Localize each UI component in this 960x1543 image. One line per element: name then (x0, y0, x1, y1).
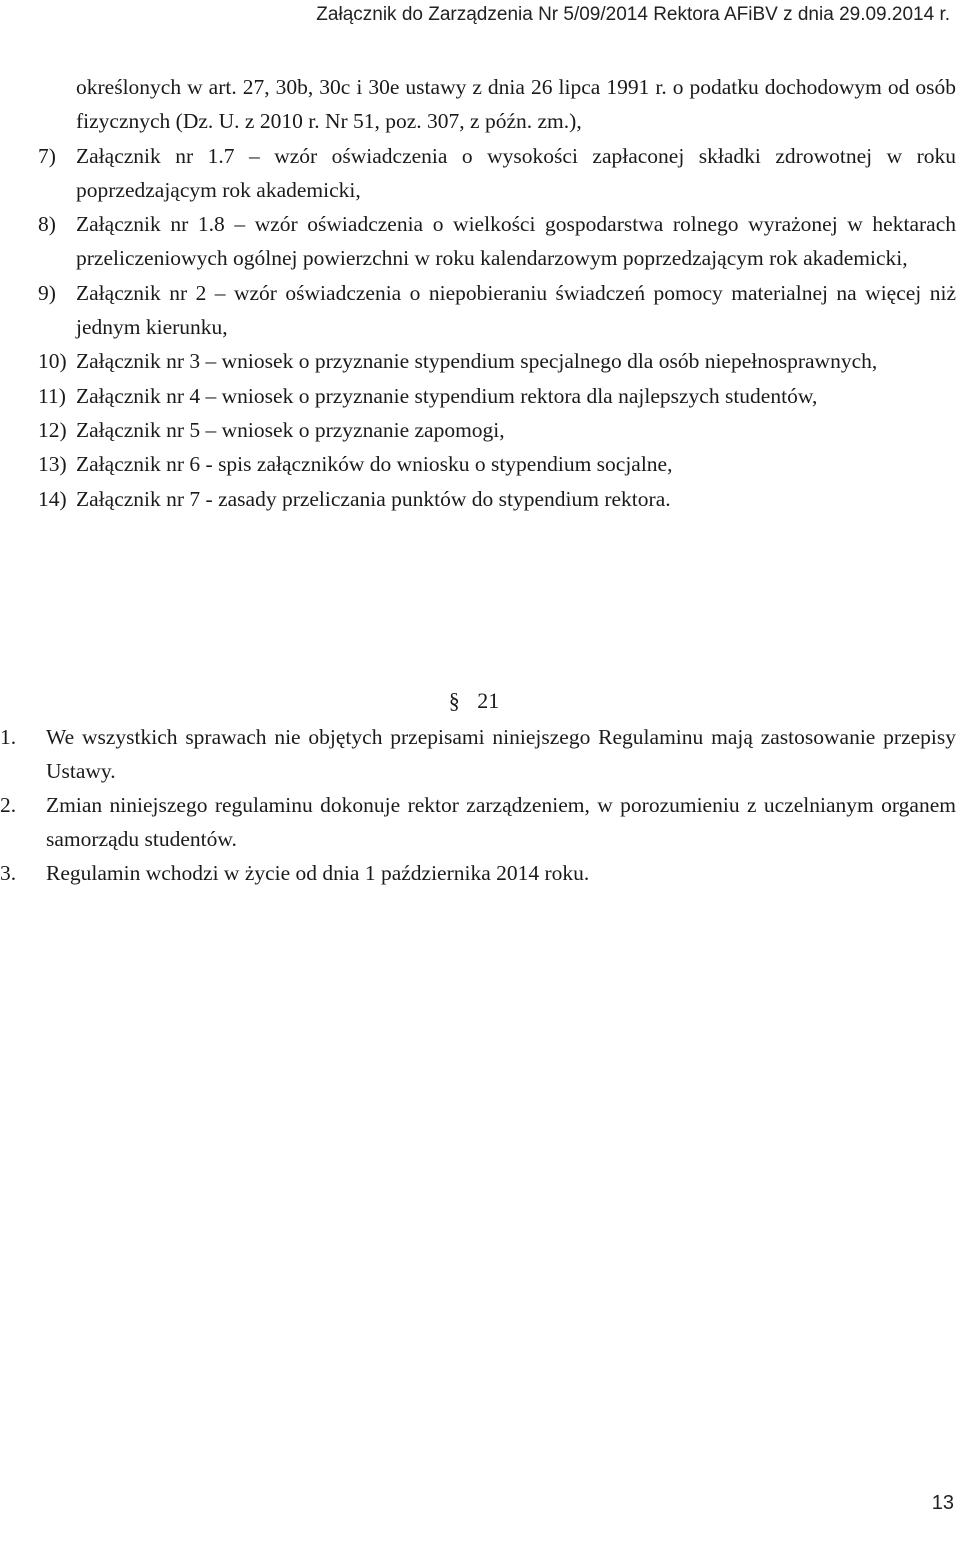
list-item (38, 447, 956, 481)
page-header: Załącznik do Zarządzenia Nr 5/09/2014 Rektora AFiBV z dnia 29.09.2014 r. (316, 4, 950, 25)
paragraph-number: 2. (0, 793, 17, 817)
list-item-number: 7) (38, 143, 56, 168)
list-item (38, 413, 956, 447)
list-item (38, 344, 956, 378)
list-item-text: Załącznik nr 1.7 – wzór oświadczenia o wysokości zapłaconej składki zdrowotnej w roku poprzedzającym rok akademicki, (76, 143, 956, 202)
list-item-number: 11) (38, 383, 66, 408)
list-item (38, 482, 956, 516)
list-item-number: 13) (38, 452, 67, 477)
paragraph (0, 720, 956, 788)
list-item (38, 139, 956, 208)
list-item (38, 207, 956, 276)
section-number: 21 (477, 688, 500, 713)
list-item-text: Załącznik nr 4 – wniosek o przyznanie stypendium rektora dla najlepszych studentów, (76, 383, 818, 408)
paragraph-number: 1. (0, 725, 17, 749)
list-item-number: 9) (38, 280, 56, 305)
list-item (38, 379, 956, 413)
list-item-text: Załącznik nr 5 – wniosek o przyznanie zapomogi, (76, 417, 505, 442)
paragraph-text: Regulamin wchodzi w życie od dnia 1 października 2014 roku. (46, 861, 590, 885)
list-item-text: Załącznik nr 7 - zasady przeliczania punktów do stypendium rektora. (76, 486, 671, 511)
final-provisions (0, 720, 956, 890)
list-item-text: Załącznik nr 6 - spis załączników do wniosku o stypendium socjalne, (76, 452, 673, 477)
section-sign: § (448, 688, 460, 713)
paragraph-number: 3. (0, 861, 17, 885)
list-item-number: 10) (38, 349, 67, 374)
list-continuation-text: określonych w art. 27, 30b, 30c i 30e ustawy z dnia 26 lipca 1991 r. o podatku dochodowym od osób fizycznych (Dz. U. z 2010 r. Nr 51, poz. 307, z późn. zm.), (76, 75, 956, 134)
attachment-list (38, 70, 956, 516)
list-item-text: Załącznik nr 2 – wzór oświadczenia o niepobieraniu świadczeń pomocy materialnej na więcej niż jednym kierunku, (76, 280, 956, 340)
list-item-text: Załącznik nr 1.8 – wzór oświadczenia o wielkości gospodarstwa rolnego wyrażonej w hektarach przeliczeniowych ogólnej powierzchni w roku kalendarzowym poprzedzającym rok akademicki, (76, 212, 956, 271)
section-heading (0, 684, 960, 718)
list-item-number: 12) (38, 417, 67, 442)
list-item-number: 14) (38, 486, 67, 511)
paragraph (0, 788, 956, 856)
paragraph (0, 856, 956, 890)
paragraph-text: Zmian niniejszego regulaminu dokonuje rektor zarządzeniem, w porozumieniu z uczelnianym organem samorządu studentów. (46, 793, 956, 851)
list-continuation (38, 70, 956, 139)
page-number: 13 (931, 1492, 954, 1514)
list-item-number: 8) (38, 212, 56, 237)
list-item (38, 276, 956, 345)
list-item-text: Załącznik nr 3 – wniosek o przyznanie stypendium specjalnego dla osób niepełnosprawnych, (76, 349, 878, 374)
paragraph-text: We wszystkich sprawach nie objętych przepisami niniejszego Regulaminu mają zastosowanie przepisy Ustawy. (46, 725, 956, 783)
